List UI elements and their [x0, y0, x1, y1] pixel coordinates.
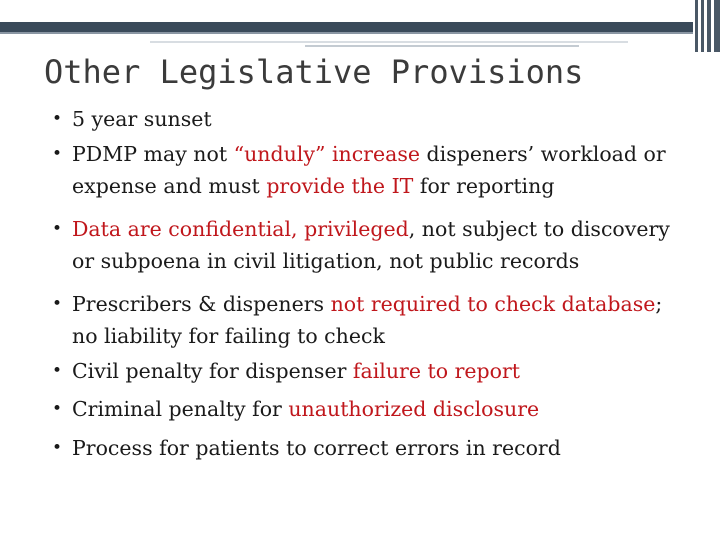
bullet-text: Criminal penalty for — [72, 397, 289, 421]
bullet-text: for reporting — [413, 174, 555, 198]
bullet-text: ; no liability for failing to check — [72, 292, 663, 348]
bullet-item — [52, 288, 672, 352]
bullet-text: 5 year sunset — [72, 107, 212, 131]
title-decor-rule — [305, 45, 579, 47]
bullet-text: dispeners’ workload or expense and must — [72, 142, 666, 198]
bullet-item — [52, 393, 672, 425]
bullet-item — [52, 103, 672, 135]
bullet-list — [52, 103, 672, 464]
highlighted-text: Data are confidential, privileged — [72, 217, 409, 241]
bullet-text: PDMP may not — [72, 142, 234, 166]
bullet-item — [52, 213, 672, 277]
highlighted-text: not required to check database — [330, 292, 656, 316]
bullet-item — [52, 355, 672, 387]
title-decor-rule — [150, 41, 628, 43]
slide-title: Other Legislative Provisions — [44, 53, 584, 91]
bullet-text: , not subject to discovery or subpoena in civil litigation, not public records — [72, 217, 670, 273]
highlighted-text: “unduly” increase — [233, 142, 420, 166]
header-band — [0, 22, 693, 32]
bullet-text: Prescribers & dispeners — [72, 292, 331, 316]
bullet-item — [52, 432, 672, 464]
header-band-rule — [0, 32, 693, 34]
highlighted-text: failure to report — [352, 359, 521, 383]
bullet-item — [52, 138, 672, 202]
bullet-text: Civil penalty for dispenser — [72, 359, 353, 383]
highlighted-text: provide the IT — [266, 174, 414, 198]
corner-stripes — [695, 0, 720, 52]
bullet-text: Process for patients to correct errors in record — [72, 436, 561, 460]
highlighted-text: unauthorized disclosure — [288, 397, 540, 421]
